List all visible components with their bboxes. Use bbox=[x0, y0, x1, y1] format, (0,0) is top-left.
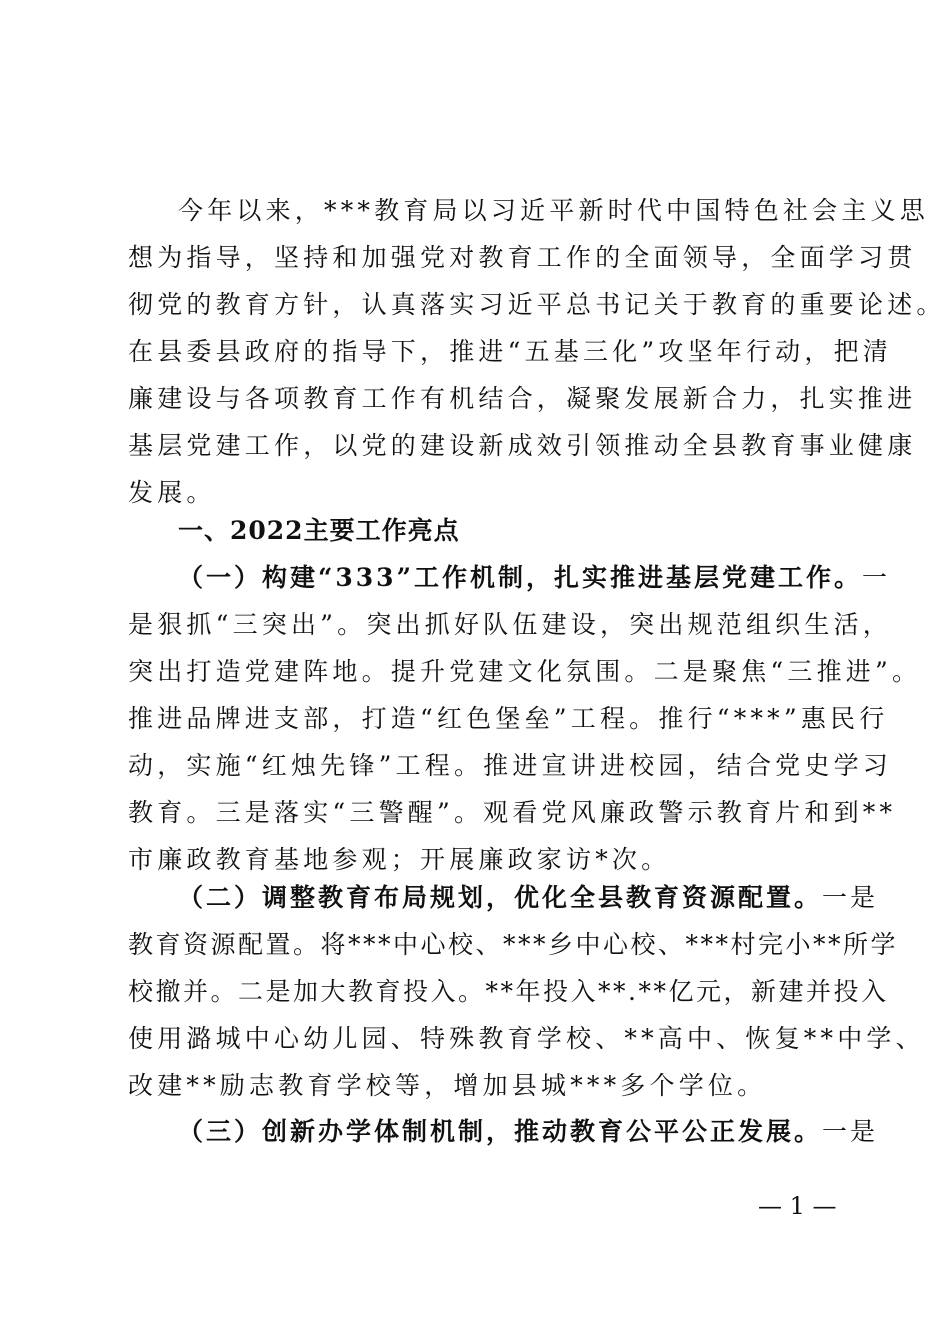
subsection-3-first-line-tail: 一是 bbox=[822, 1117, 879, 1146]
subsection-1-line-4: 推进品牌进支部，打造“红色堡垒”工程。推行“***”惠民行 bbox=[128, 704, 889, 733]
intro-line-7: 发展。 bbox=[128, 478, 216, 507]
page-number: — 1 — bbox=[758, 1192, 837, 1220]
subsection-1-line-2: 是狠抓“三突出”。突出抓好队伍建设，突出规范组织生活， bbox=[128, 610, 892, 639]
subsection-1-line-3: 突出打造党建阵地。提升党建文化氛围。二是聚焦“三推进”。 bbox=[128, 657, 922, 686]
intro-line-1: 今年以来，***教育局以习近平新时代中国特色社会主义思 bbox=[178, 196, 929, 225]
section-heading: 一、2022主要工作亮点 bbox=[178, 516, 460, 545]
subsection-2-first-line-tail: 一是 bbox=[822, 883, 879, 912]
intro-line-6: 基层党建工作，以党的建设新成效引领推动全县教育事业健康 bbox=[128, 431, 917, 460]
intro-line-3: 彻党的教育方针，认真落实习近平总书记关于教育的重要论述。 bbox=[128, 290, 946, 319]
subsection-3-first-line bbox=[128, 1108, 879, 1155]
subsection-1-first-line-tail: 一 bbox=[861, 563, 890, 592]
subsection-1-first-line bbox=[128, 554, 890, 601]
subsection-1-heading: （一）构建“333”工作机制，扎实推进基层党建工作。 bbox=[178, 563, 862, 592]
subsection-3-heading: （三）创新办学体制机制，推动教育公平公正发展。 bbox=[178, 1117, 823, 1146]
subsection-1-line-6: 教育。三是落实“三警醒”。观看党风廉政警示教育片和到** bbox=[128, 798, 897, 827]
subsection-2-line-3: 校撤并。二是加大教育投入。**年投入**.**亿元，新建并投入 bbox=[128, 977, 889, 1006]
subsection-1-line-7: 市廉政教育基地参观；开展廉政家访*次。 bbox=[128, 845, 671, 874]
subsection-2-line-4: 使用潞城中心幼儿园、特殊教育学校、**高中、恢复**中学、 bbox=[128, 1024, 925, 1053]
subsection-1-line-5: 动，实施“红烛先锋”工程。推进宣讲进校园，结合党史学习 bbox=[128, 751, 892, 780]
subsection-2-heading: （二）调整教育布局规划，优化全县教育资源配置。 bbox=[178, 883, 823, 912]
subsection-2-line-2: 教育资源配置。将***中心校、***乡中心校、***村完小**所学 bbox=[128, 930, 899, 959]
subsection-2-first-line bbox=[128, 874, 879, 921]
intro-line-2: 想为指导，坚持和加强党对教育工作的全面领导，全面学习贯 bbox=[128, 243, 917, 272]
intro-line-5: 廉建设与各项教育工作有机结合，凝聚发展新合力，扎实推进 bbox=[128, 384, 917, 413]
intro-line-4: 在县委县政府的指导下，推进“五基三化”攻坚年行动，把清 bbox=[128, 337, 892, 366]
subsection-2-line-5: 改建**励志教育学校等，增加县城***多个学位。 bbox=[128, 1071, 767, 1100]
